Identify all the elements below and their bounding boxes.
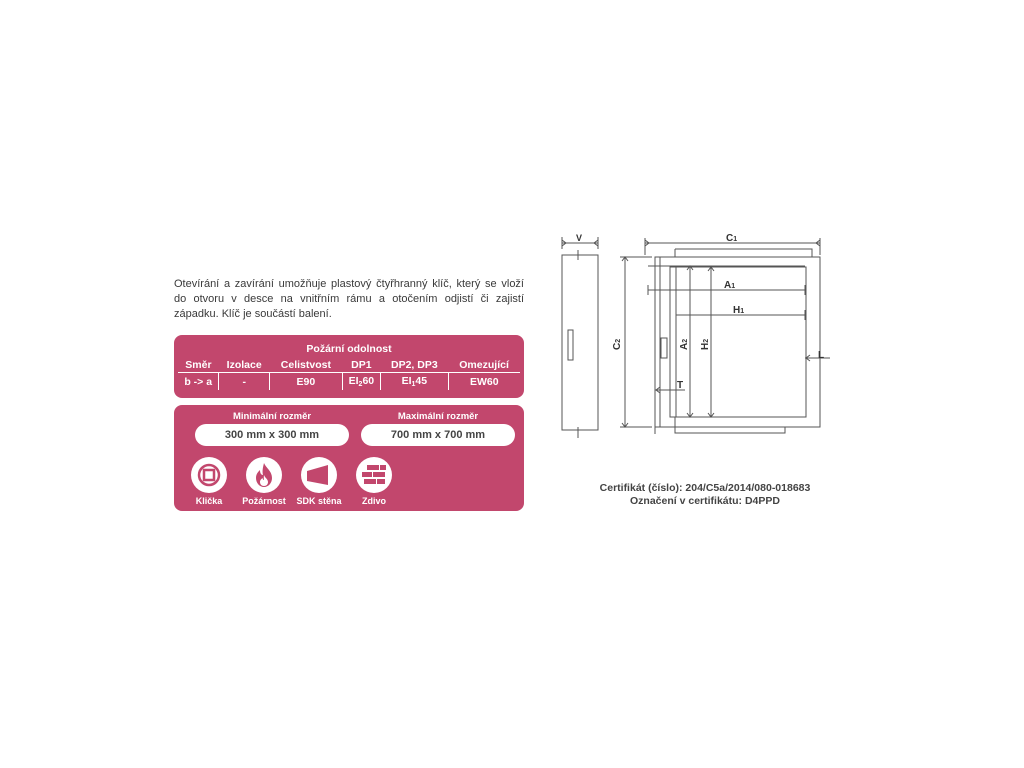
label-c2: C2 (612, 338, 623, 350)
header-dp2-dp3: DP2, DP3 (391, 358, 438, 371)
fire-resistance-table (178, 357, 520, 390)
label-c1: C1 (726, 233, 738, 244)
label-h1: H1 (733, 305, 745, 316)
feature-klicka (179, 457, 239, 506)
header-smer: Směr (185, 358, 212, 371)
min-size-value: 300 mm x 300 mm (195, 424, 349, 446)
feature-sdk-stena (289, 457, 349, 506)
fire-resistance-header-row (178, 357, 520, 373)
square-key-icon (191, 457, 227, 493)
header-dp1: DP1 (351, 358, 372, 371)
fire-resistance-panel (174, 335, 524, 398)
value-celistvost: E90 (270, 373, 343, 391)
value-dp2-dp3 (381, 373, 449, 391)
value-dp23-sub: 1 (411, 381, 416, 388)
feature-pozarnost-label: Požárnost (242, 496, 286, 506)
value-dp1-sub: 2 (358, 381, 363, 388)
feature-sdk-stena-label: SDK stěna (296, 496, 342, 506)
label-a1: A1 (724, 280, 736, 291)
value-dp1-num: 60 (362, 375, 375, 387)
value-dp23-main: EI (401, 375, 412, 387)
value-dp1-main: EI (348, 375, 359, 387)
side-view (562, 237, 598, 438)
header-izolace: Izolace (226, 358, 262, 371)
certificate-number: Certifikát (číslo): 204/C5a/2014/080-018683 (599, 482, 811, 494)
technical-drawing (555, 225, 835, 450)
label-t: T (677, 380, 684, 391)
header-celistvost: Celistvost (280, 358, 331, 371)
max-size-value: 700 mm x 700 mm (361, 424, 515, 446)
fire-resistance-value-row (178, 373, 520, 391)
drywall-icon (301, 457, 337, 493)
feature-zdivo (344, 457, 404, 506)
value-omezujici: EW60 (448, 373, 520, 391)
flame-icon (246, 457, 282, 493)
feature-zdivo-label: Zdivo (362, 496, 386, 506)
header-omezujici: Omezující (459, 358, 509, 371)
certificate-designation: Označení v certifikátu: D4PPD (630, 495, 780, 507)
feature-pozarnost (234, 457, 294, 506)
value-dp23-num: 45 (415, 375, 428, 387)
label-a2: A2 (679, 338, 690, 350)
front-view (620, 238, 830, 434)
value-izolace: - (219, 373, 270, 391)
value-dp1 (342, 373, 380, 391)
value-smer: b -> a (178, 373, 219, 391)
fire-resistance-title: Požární odolnost (306, 343, 392, 355)
label-v: V (576, 233, 583, 243)
max-size-label: Maximální rozměr (397, 411, 479, 422)
min-size-label: Minimální rozměr (232, 411, 312, 422)
brick-wall-icon (356, 457, 392, 493)
product-description: Otevírání a zavírání umožňuje plastový čtyřhranný klíč, který se vloží do otvoru v desce na vnitřním rámu a otočením odjistí či zajistí západku. Klíč je součástí balení. (174, 278, 524, 320)
feature-klicka-label: Klička (195, 496, 223, 506)
size-features-panel (174, 405, 524, 511)
label-l: L (818, 350, 825, 361)
label-h2: H2 (700, 338, 711, 350)
